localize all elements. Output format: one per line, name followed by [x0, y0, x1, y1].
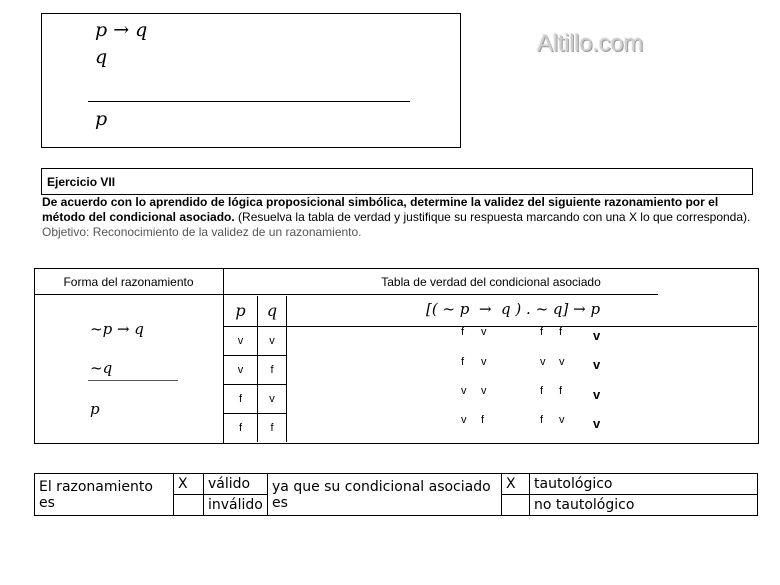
col-p-header: p	[224, 296, 258, 326]
exercise-instructions	[42, 195, 762, 240]
pq-grid	[224, 296, 287, 442]
val-b: f	[481, 414, 485, 426]
conclusion: p	[95, 108, 108, 130]
val-b: v	[481, 326, 487, 338]
mark-valid[interactable]: X	[174, 474, 204, 495]
conclusion-label: El razonamiento es	[35, 474, 174, 516]
val-d: v	[559, 414, 565, 426]
form-conclusion-line	[88, 380, 178, 381]
val-c: f	[540, 385, 544, 397]
reason-text: ya que su condicional asociado es	[268, 474, 502, 516]
instruction-bold: De acuerdo con lo aprendido de lógica proposicional simbólica, determine la validez del siguiente razonamiento por el método del condicional asociado.	[42, 195, 719, 224]
header-truth-table: Tabla de verdad del condicional asociado	[381, 275, 601, 289]
val-a: v	[461, 414, 467, 426]
val-result: v	[593, 357, 601, 372]
val-result: v	[593, 328, 601, 343]
val-c: f	[540, 414, 544, 426]
option-valid: válido	[204, 474, 268, 495]
cell-p: v	[224, 326, 258, 355]
cell-p: v	[224, 355, 258, 384]
formula-header: [( ~ p → q ) . ~ q] → p	[426, 300, 601, 318]
header-form: Forma del razonamiento	[63, 275, 194, 289]
objective: Objetivo: Reconocimiento de la validez de un razonamiento.	[42, 225, 362, 239]
cell-q: v	[258, 326, 287, 355]
form-conclusion: p	[90, 400, 100, 418]
val-result: v	[593, 387, 601, 402]
cell-p: f	[224, 413, 258, 442]
mark-invalid[interactable]	[174, 495, 204, 516]
val-d: f	[559, 385, 563, 397]
instruction-normal: (Resuelva la tabla de verdad y justifique su respuesta marcando con una X lo que corresponda).	[238, 210, 751, 224]
option-not-tautological: no tautológico	[530, 495, 758, 516]
header-divider	[34, 294, 658, 295]
val-a: f	[461, 356, 465, 368]
val-c: f	[540, 326, 544, 338]
val-d: v	[559, 356, 565, 368]
form-premise-2: ~q	[90, 359, 113, 377]
premise-1: p → q	[95, 19, 148, 41]
form-premise-1: ~p → q	[90, 320, 144, 338]
val-a: v	[461, 385, 467, 397]
exercise-title-box	[41, 168, 753, 195]
cell-q: f	[258, 355, 287, 384]
val-d: f	[559, 326, 563, 338]
option-tautological: tautológico	[530, 474, 758, 495]
cell-p: f	[224, 384, 258, 413]
cell-q: v	[258, 384, 287, 413]
mark-tautological[interactable]: X	[502, 474, 530, 495]
option-invalid: inválido	[204, 495, 268, 516]
val-result: v	[593, 416, 601, 431]
val-b: v	[481, 385, 487, 397]
formula-divider	[287, 326, 757, 327]
val-c: v	[540, 356, 546, 368]
val-b: v	[481, 356, 487, 368]
exercise-title: Ejercicio VII	[47, 175, 116, 189]
conclusion-line	[88, 101, 410, 102]
watermark-logo: Altillo.com	[537, 30, 644, 57]
premise-2: q	[95, 46, 108, 68]
mark-not-tautological[interactable]	[502, 495, 530, 516]
col-q-header: q	[258, 296, 287, 326]
conclusion-table	[34, 473, 758, 516]
val-a: f	[461, 326, 465, 338]
cell-q: f	[258, 413, 287, 442]
